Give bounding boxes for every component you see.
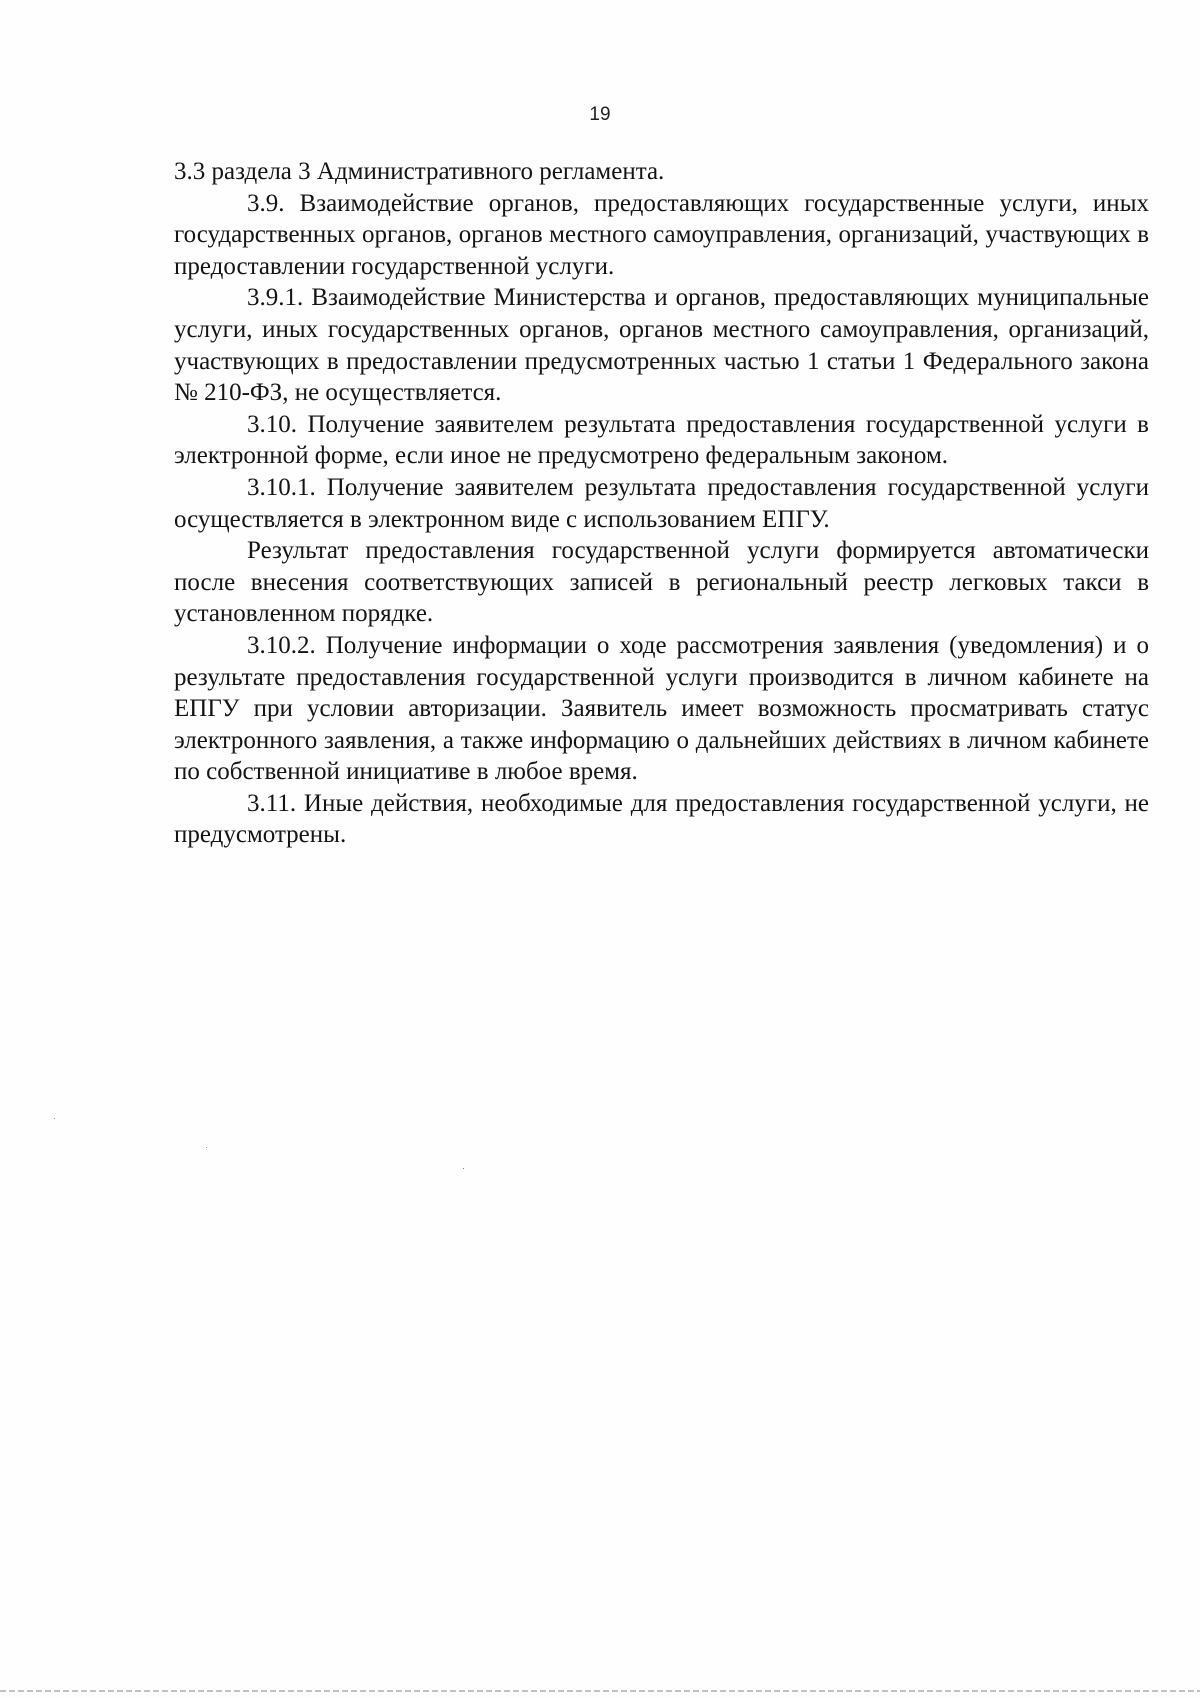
paragraph-3-10-1: 3.10.1. Получение заявителем результата предоставления государственной услуги осуществляется в электронном виде с использованием ЕПГУ. xyxy=(174,473,1149,533)
paragraph-3-3-continuation: 3.3 раздела 3 Административного регламента. xyxy=(174,158,665,185)
paragraph-3-11: 3.11. Иные действия, необходимые для предоставления государственной услуги, не предусмотрены. xyxy=(174,789,1149,849)
paragraph-3-10: 3.10. Получение заявителем результата предоставления государственной услуги в электронной форме, если иное не предусмотрено федеральным законом. xyxy=(174,410,1149,470)
scan-edge-line xyxy=(0,1690,1200,1692)
document-body xyxy=(174,156,1149,851)
page-number: 19 xyxy=(589,104,611,125)
scan-speck xyxy=(206,1147,207,1148)
paragraph-3-9: 3.9. Взаимодействие органов, предоставляющих государственные услуги, иных государственных органов, органов местного самоуправления, организаций, участвующих в предоставлении государственной услуги. xyxy=(174,189,1149,280)
paragraph-result: Результат предоставления государственной услуги формируется автоматически после внесения соответствующих записей в региональный реестр легковых такси в установленном порядке. xyxy=(174,537,1149,628)
scan-speck xyxy=(54,1118,55,1119)
scan-speck xyxy=(463,1168,464,1169)
paragraph-3-9-1: 3.9.1. Взаимодействие Министерства и органов, предоставляющих муниципальные услуги, иных государственных органов, органов местного самоуправления, организаций, участвующих в предоставлении предусмотренных частью 1 статьи 1 Федерального закона № 210-ФЗ, не осуществляется. xyxy=(174,284,1149,407)
paragraph-3-10-2: 3.10.2. Получение информации о ходе рассмотрения заявления (уведомления) и о результате предоставления государственной услуги производится в личном кабинете на ЕПГУ при условии авторизации. Заявитель имеет возможность просматривать статус электронного заявления, а также информацию о дальнейших действиях в личном кабинете по собственной инициативе в любое время. xyxy=(174,631,1149,786)
